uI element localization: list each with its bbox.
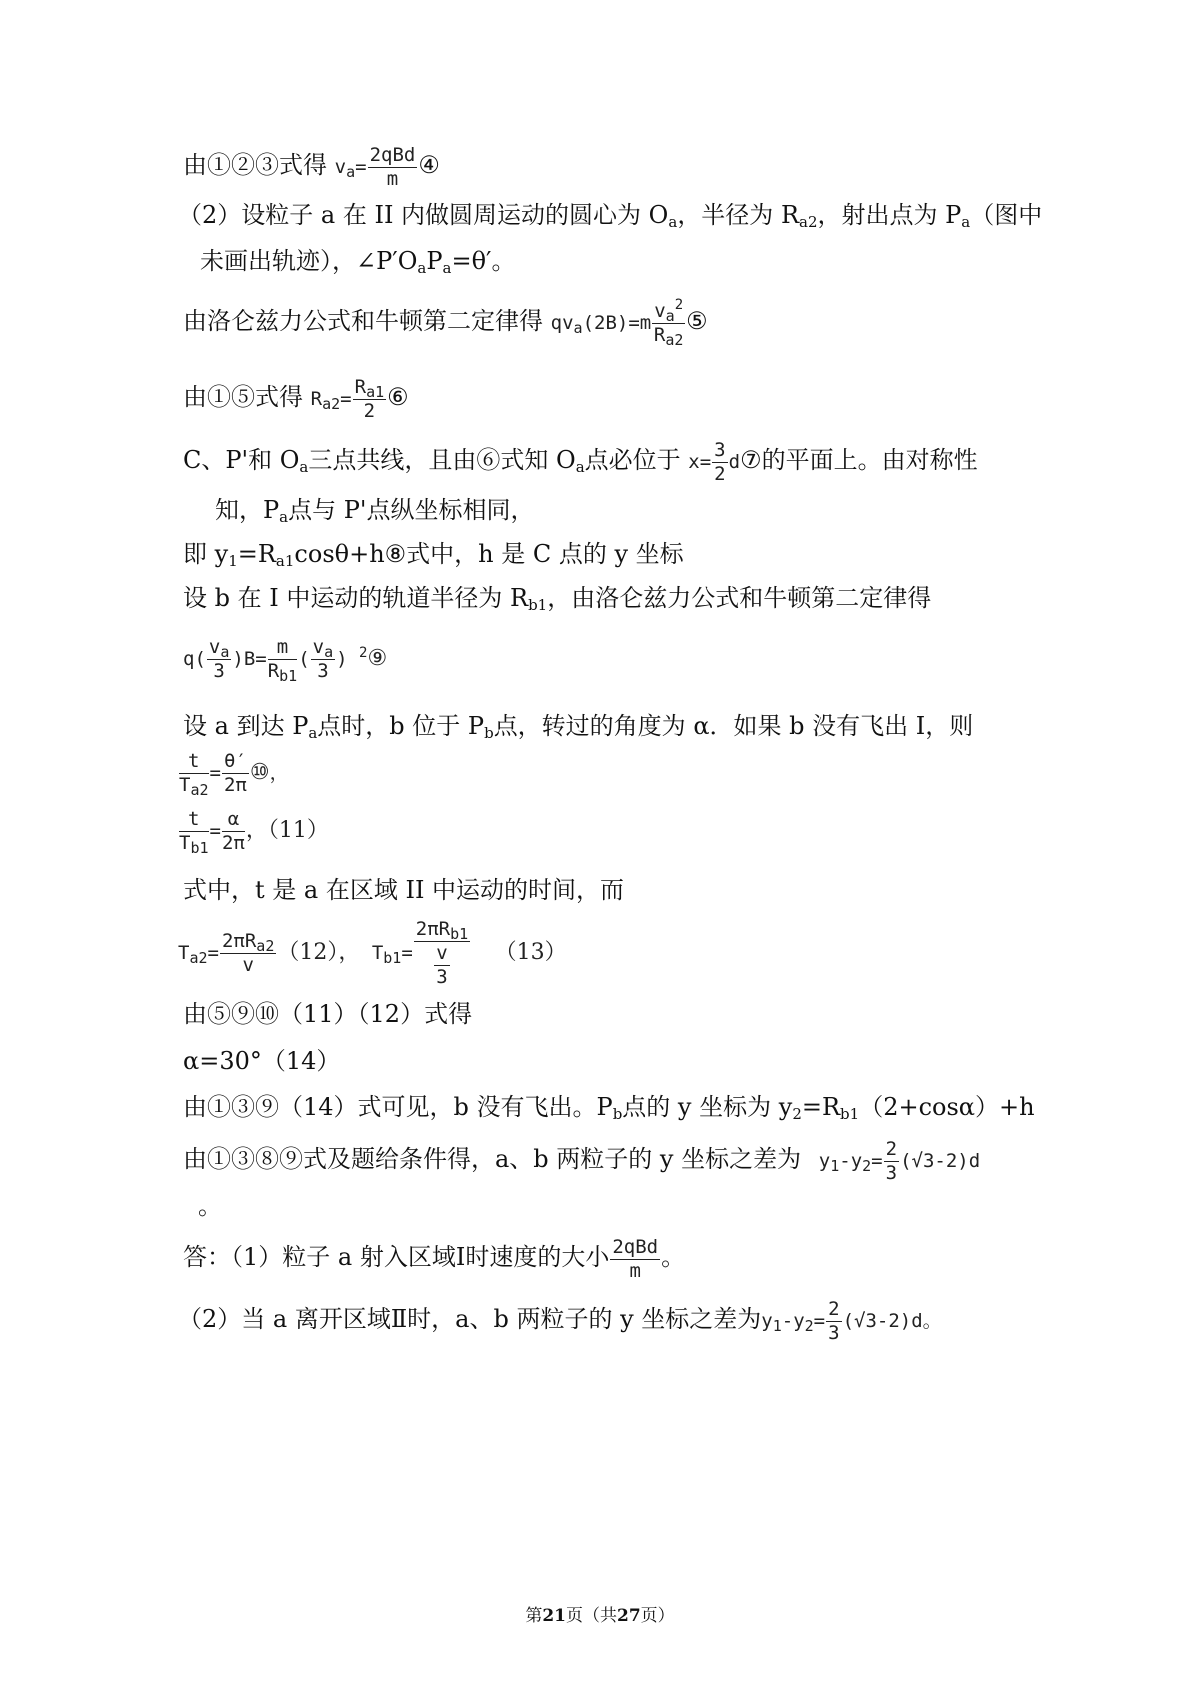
line-5: 由①⑤式得 $R_{a2}=$ $\frac{R_{a1}}{2}$ ⑥ [183,376,409,422]
fraction: $\frac{2}{3}$ [885,1138,898,1184]
line-1 [183,146,440,189]
fraction: $\frac{t}{T_{b1}}$ [179,808,209,857]
line-3: 未画出轨迹），$\angle P'O_aP_a=\theta'$。 [200,247,516,277]
formula-ra2: $R_{a2}=$ $\frac{R_{a1}}{2}$ [310,376,385,422]
fraction: $2\pi R_{b1}$ $\frac{v}{3}$ [415,918,469,988]
fraction: $\frac{v_a}{3}$ [208,636,230,682]
page-total: 27 [617,1606,641,1626]
line-9: 设 b 在 I 中运动的轨道半径为 $R_{b1}$，由洛仑兹力公式和牛顿第二定律得 [183,584,932,614]
fraction: $\frac{R_{a1}}{2}$ [354,376,385,422]
fraction: 2qBd m [369,144,416,190]
formula-diff: $y_1-y_2=$ $\frac{2}{3}$ (√3-2)d [818,1138,981,1184]
line-8: 即 $y_1=R_{a1}\cos\theta+h⑧$式中，h 是 C 点的 y 坐标 [183,540,684,570]
page-footer: 第21页（共27页） [525,1606,675,1626]
eq-mark: ④ [418,151,440,179]
formula-va: $v_a=$ 2qBd m [334,144,416,190]
formula-lorentz: $qv_a(2B)=m$ $\frac{v_a^2}{R_{a2}}$ [550,297,684,349]
line-17: α=30°（14） [183,1047,341,1075]
line-18: 由①③⑨（14）式可见，b 没有飞出。$P_b$点的 y 坐标为 $y_2=R_{b1}(2+\cos\alpha)+h$ [183,1093,1035,1123]
line-15-formula: $T_{a2}=$ $2\pi R_{a2}$ v （12）， $T_{b1}=$ $2\pi R_{b1}$ $\frac{v}{3}$ （13） [178,918,567,988]
fraction: $\frac{\alpha}{2\pi}$ [221,808,245,854]
fraction: $\frac{\theta'}{2\pi}$ [223,750,247,796]
line-14: 式中，t 是 a 在区域 II 中运动的时间，而 [183,876,625,904]
fraction: $\frac{v_a^2}{R_{a2}}$ [653,297,684,349]
fraction: $\frac{3}{2}$ [714,439,726,485]
answer-2: （2）当 a 离开区域Ⅱ时，a、b 两粒子的 y 坐标之差为$y_1-y_2=$ $\frac{2}{3}$ (√3-2)d。 [178,1298,942,1344]
line-16: 由⑤⑨⑩（11）（12）式得 [183,1000,473,1028]
fraction: $\frac{m}{R_{b1}}$ [267,636,298,685]
formula-answer-2: $y_1-y_2=$ $\frac{2}{3}$ (√3-2)d。 [761,1298,942,1344]
answer-1: 答：（1）粒子 a 射入区域Ⅰ时速度的大小 2qBd m 。 [183,1236,686,1282]
line-13-formula: $\frac{t}{T_{b1}}$ = $\frac{\alpha}{2\pi}$ ，（11） [179,808,329,857]
formula-answer-1 [609,1236,661,1282]
fraction: 2qBd m [612,1236,659,1282]
line-19: 由①③⑧⑨式及题给条件得，a、b 两粒子的 y 坐标之差为 $y_1-y_2=$ $\frac{2}{3}$ (√3-2)d [183,1138,981,1184]
line-7: 知，$P_a$点与 P'点纵坐标相同， [215,496,535,526]
fraction: $\frac{t}{T_{a2}}$ [179,750,209,799]
line-12-formula: $\frac{t}{T_{a2}}$ = $\frac{\theta'}{2\pi}$ ⑩， [179,750,289,799]
formula-x: x= $\frac{3}{2}$ d [688,439,741,485]
line-2: （2）设粒子 a 在 II 内做圆周运动的圆心为 $O_a$，半径为 $R_{a2}$，射出点为 $P_a$（图中 [178,201,1043,231]
fraction: $\frac{v_a}{3}$ [312,636,334,682]
page-number: 21 [542,1606,566,1626]
line-11: 设 a 到达 $P_a$点时，b 位于 $P_b$点，转过的角度为 α．如果 b 没有飞出 I，则 [183,712,974,742]
line-20: 。 [198,1192,222,1220]
text: 由①②③式得 [183,151,327,179]
fraction: $\frac{2}{3}$ [828,1298,840,1344]
fraction: $2\pi R_{a2}$ v [221,930,275,976]
line-6: C、P'和 $O_a$三点共线，且由⑥式知 $O_a$点必位于 x= $\frac{3}{2}$ d⑦的平面上。由对称性 [183,439,978,485]
line-10-formula: q( $\frac{v_a}{3}$ )B= $\frac{m}{R_{b1}}$ ( $\frac{v_a}{3}$ ) $^2$⑨ [183,636,388,685]
line-4: 由洛仑兹力公式和牛顿第二定律得 $qv_a(2B)=m$ $\frac{v_a^2}{R_{a2}}$ ⑤ [183,297,708,349]
